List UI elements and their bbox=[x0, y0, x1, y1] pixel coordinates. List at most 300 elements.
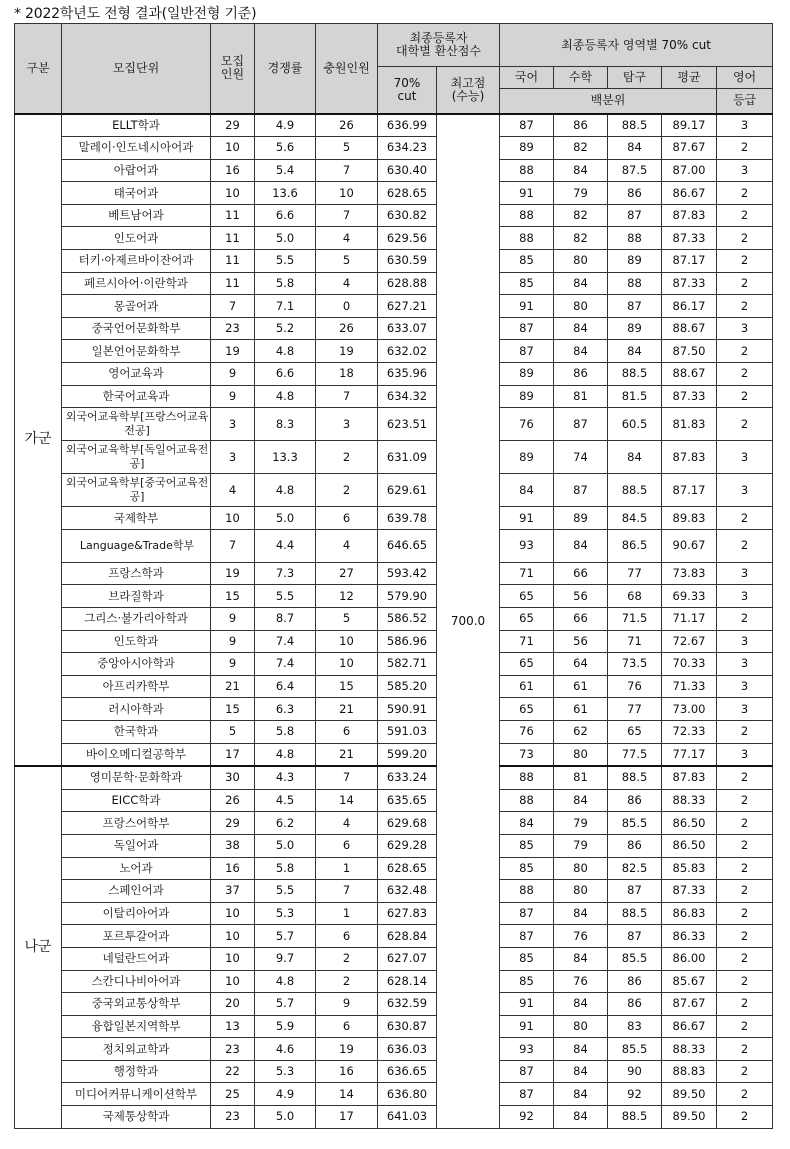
math-cell: 84 bbox=[554, 272, 608, 295]
unit-name: 인도어과 bbox=[62, 227, 211, 250]
korean-cell: 85 bbox=[500, 857, 554, 880]
quota-cell: 10 bbox=[211, 137, 255, 160]
cut-score-cell: 634.23 bbox=[378, 137, 437, 160]
competition-cell: 5.7 bbox=[255, 925, 316, 948]
english-grade-cell: 2 bbox=[717, 507, 773, 530]
quota-cell: 19 bbox=[211, 562, 255, 585]
unit-name: 정치외교학과 bbox=[62, 1038, 211, 1061]
additional-cell: 19 bbox=[316, 340, 378, 363]
table-row bbox=[15, 698, 773, 721]
table-body bbox=[15, 114, 773, 1129]
cut-score-cell: 599.20 bbox=[378, 743, 437, 766]
english-grade-cell: 2 bbox=[717, 1060, 773, 1083]
english-grade-cell: 2 bbox=[717, 1038, 773, 1061]
korean-cell: 91 bbox=[500, 993, 554, 1016]
english-grade-cell: 3 bbox=[717, 562, 773, 585]
table-row bbox=[15, 295, 773, 318]
inquiry-cell: 73.5 bbox=[608, 653, 662, 676]
competition-cell: 4.8 bbox=[255, 385, 316, 408]
korean-cell: 84 bbox=[500, 474, 554, 507]
inquiry-cell: 86 bbox=[608, 834, 662, 857]
competition-cell: 5.9 bbox=[255, 1015, 316, 1038]
cut-score-cell: 628.88 bbox=[378, 272, 437, 295]
english-grade-cell: 2 bbox=[717, 812, 773, 835]
unit-name: 융합일본지역학부 bbox=[62, 1015, 211, 1038]
korean-cell: 65 bbox=[500, 608, 554, 631]
average-cell: 85.67 bbox=[662, 970, 717, 993]
quota-cell: 16 bbox=[211, 159, 255, 182]
unit-name: 터키·아제르바이잔어과 bbox=[62, 250, 211, 273]
english-grade-cell: 2 bbox=[717, 250, 773, 273]
average-cell: 86.67 bbox=[662, 1015, 717, 1038]
table-row bbox=[15, 1038, 773, 1061]
inquiry-cell: 77 bbox=[608, 698, 662, 721]
additional-cell: 7 bbox=[316, 880, 378, 903]
english-grade-cell: 2 bbox=[717, 880, 773, 903]
cut-score-cell: 585.20 bbox=[378, 675, 437, 698]
additional-cell: 10 bbox=[316, 630, 378, 653]
additional-cell: 4 bbox=[316, 812, 378, 835]
additional-cell: 6 bbox=[316, 507, 378, 530]
math-cell: 64 bbox=[554, 653, 608, 676]
competition-cell: 4.8 bbox=[255, 743, 316, 766]
competition-cell: 7.4 bbox=[255, 653, 316, 676]
additional-cell: 1 bbox=[316, 857, 378, 880]
competition-cell: 7.1 bbox=[255, 295, 316, 318]
korean-cell: 92 bbox=[500, 1106, 554, 1129]
korean-cell: 93 bbox=[500, 1038, 554, 1061]
competition-cell: 4.8 bbox=[255, 474, 316, 507]
header-cut-70: 70% cut bbox=[378, 67, 437, 114]
korean-cell: 89 bbox=[500, 137, 554, 160]
quota-cell: 13 bbox=[211, 1015, 255, 1038]
english-grade-cell: 3 bbox=[717, 317, 773, 340]
quota-cell: 7 bbox=[211, 529, 255, 562]
cut-score-cell: 579.90 bbox=[378, 585, 437, 608]
table-row bbox=[15, 1106, 773, 1129]
table-row bbox=[15, 608, 773, 631]
average-cell: 72.33 bbox=[662, 720, 717, 743]
average-cell: 71.33 bbox=[662, 675, 717, 698]
quota-cell: 17 bbox=[211, 743, 255, 766]
cut-score-cell: 631.09 bbox=[378, 441, 437, 474]
table-row bbox=[15, 250, 773, 273]
additional-cell: 26 bbox=[316, 317, 378, 340]
cut-score-cell: 628.65 bbox=[378, 182, 437, 205]
quota-cell: 23 bbox=[211, 317, 255, 340]
table-row bbox=[15, 340, 773, 363]
additional-cell: 18 bbox=[316, 363, 378, 386]
english-grade-cell: 3 bbox=[717, 585, 773, 608]
cut-score-cell: 629.68 bbox=[378, 812, 437, 835]
average-cell: 86.00 bbox=[662, 947, 717, 970]
average-cell: 86.50 bbox=[662, 834, 717, 857]
additional-cell: 2 bbox=[316, 947, 378, 970]
competition-cell: 5.6 bbox=[255, 137, 316, 160]
cut-score-cell: 593.42 bbox=[378, 562, 437, 585]
math-cell: 84 bbox=[554, 789, 608, 812]
table-row bbox=[15, 1015, 773, 1038]
inquiry-cell: 92 bbox=[608, 1083, 662, 1106]
math-cell: 66 bbox=[554, 608, 608, 631]
inquiry-cell: 86.5 bbox=[608, 529, 662, 562]
unit-name: 이탈리아어과 bbox=[62, 902, 211, 925]
math-cell: 84 bbox=[554, 1038, 608, 1061]
cut-score-cell: 636.03 bbox=[378, 1038, 437, 1061]
unit-name: 프랑스어학부 bbox=[62, 812, 211, 835]
english-grade-cell: 2 bbox=[717, 947, 773, 970]
quota-cell: 22 bbox=[211, 1060, 255, 1083]
cut-score-cell: 632.48 bbox=[378, 880, 437, 903]
header-math: 수학 bbox=[554, 67, 608, 89]
additional-cell: 26 bbox=[316, 114, 378, 137]
unit-name: 중앙아시아학과 bbox=[62, 653, 211, 676]
inquiry-cell: 84.5 bbox=[608, 507, 662, 530]
cut-score-cell: 630.59 bbox=[378, 250, 437, 273]
competition-cell: 5.2 bbox=[255, 317, 316, 340]
math-cell: 84 bbox=[554, 947, 608, 970]
korean-cell: 71 bbox=[500, 630, 554, 653]
header-area-cut: 최종등록자 영역별 70% cut bbox=[500, 24, 773, 67]
header-inquiry: 탐구 bbox=[608, 67, 662, 89]
competition-cell: 6.2 bbox=[255, 812, 316, 835]
cut-score-cell: 633.07 bbox=[378, 317, 437, 340]
inquiry-cell: 86 bbox=[608, 993, 662, 1016]
english-grade-cell: 2 bbox=[717, 182, 773, 205]
competition-cell: 5.5 bbox=[255, 880, 316, 903]
korean-cell: 85 bbox=[500, 272, 554, 295]
unit-name: Language&Trade학부 bbox=[62, 529, 211, 562]
additional-cell: 12 bbox=[316, 585, 378, 608]
english-grade-cell: 3 bbox=[717, 630, 773, 653]
korean-cell: 85 bbox=[500, 834, 554, 857]
average-cell: 87.33 bbox=[662, 227, 717, 250]
quota-cell: 10 bbox=[211, 947, 255, 970]
cut-score-cell: 633.24 bbox=[378, 766, 437, 789]
math-cell: 84 bbox=[554, 1083, 608, 1106]
math-cell: 84 bbox=[554, 1060, 608, 1083]
table-row bbox=[15, 114, 773, 137]
unit-name: 그리스·불가리아학과 bbox=[62, 608, 211, 631]
header-percentile: 백분위 bbox=[500, 89, 717, 114]
korean-cell: 88 bbox=[500, 880, 554, 903]
competition-cell: 5.0 bbox=[255, 1106, 316, 1129]
unit-name: 스페인어과 bbox=[62, 880, 211, 903]
table-row bbox=[15, 902, 773, 925]
english-grade-cell: 2 bbox=[717, 608, 773, 631]
quota-cell: 15 bbox=[211, 698, 255, 721]
additional-cell: 6 bbox=[316, 1015, 378, 1038]
quota-cell: 9 bbox=[211, 653, 255, 676]
table-caption: * 2022학년도 전형 결과(일반전형 기준) bbox=[14, 6, 257, 22]
math-cell: 81 bbox=[554, 766, 608, 789]
table-row bbox=[15, 474, 773, 507]
korean-cell: 65 bbox=[500, 698, 554, 721]
group-label: 나군 bbox=[15, 766, 62, 1128]
cut-score-cell: 636.80 bbox=[378, 1083, 437, 1106]
average-cell: 86.83 bbox=[662, 902, 717, 925]
math-cell: 82 bbox=[554, 204, 608, 227]
korean-cell: 91 bbox=[500, 182, 554, 205]
inquiry-cell: 89 bbox=[608, 317, 662, 340]
inquiry-cell: 85.5 bbox=[608, 812, 662, 835]
competition-cell: 5.8 bbox=[255, 272, 316, 295]
english-grade-cell: 2 bbox=[717, 720, 773, 743]
additional-cell: 7 bbox=[316, 204, 378, 227]
additional-cell: 10 bbox=[316, 182, 378, 205]
competition-cell: 5.3 bbox=[255, 902, 316, 925]
unit-name: 인도학과 bbox=[62, 630, 211, 653]
quota-cell: 10 bbox=[211, 507, 255, 530]
english-grade-cell: 3 bbox=[717, 441, 773, 474]
table-row bbox=[15, 317, 773, 340]
quota-cell: 11 bbox=[211, 272, 255, 295]
korean-cell: 88 bbox=[500, 159, 554, 182]
korean-cell: 73 bbox=[500, 743, 554, 766]
competition-cell: 7.4 bbox=[255, 630, 316, 653]
cut-score-cell: 630.82 bbox=[378, 204, 437, 227]
average-cell: 87.83 bbox=[662, 441, 717, 474]
cut-score-cell: 630.40 bbox=[378, 159, 437, 182]
competition-cell: 13.6 bbox=[255, 182, 316, 205]
korean-cell: 87 bbox=[500, 1083, 554, 1106]
cut-score-cell: 586.52 bbox=[378, 608, 437, 631]
unit-name: 페르시아어·이란학과 bbox=[62, 272, 211, 295]
korean-cell: 91 bbox=[500, 507, 554, 530]
table-row bbox=[15, 720, 773, 743]
quota-cell: 9 bbox=[211, 608, 255, 631]
inquiry-cell: 68 bbox=[608, 585, 662, 608]
unit-name: 국제통상학과 bbox=[62, 1106, 211, 1129]
inquiry-cell: 85.5 bbox=[608, 947, 662, 970]
table-row bbox=[15, 653, 773, 676]
additional-cell: 4 bbox=[316, 227, 378, 250]
additional-cell: 27 bbox=[316, 562, 378, 585]
additional-cell: 5 bbox=[316, 137, 378, 160]
competition-cell: 5.8 bbox=[255, 857, 316, 880]
average-cell: 88.67 bbox=[662, 317, 717, 340]
cut-score-cell: 582.71 bbox=[378, 653, 437, 676]
quota-cell: 37 bbox=[211, 880, 255, 903]
inquiry-cell: 88 bbox=[608, 272, 662, 295]
quota-cell: 11 bbox=[211, 204, 255, 227]
quota-cell: 38 bbox=[211, 834, 255, 857]
english-grade-cell: 2 bbox=[717, 1015, 773, 1038]
korean-cell: 87 bbox=[500, 340, 554, 363]
additional-cell: 16 bbox=[316, 1060, 378, 1083]
average-cell: 72.67 bbox=[662, 630, 717, 653]
english-grade-cell: 2 bbox=[717, 529, 773, 562]
cut-score-cell: 636.99 bbox=[378, 114, 437, 137]
korean-cell: 88 bbox=[500, 227, 554, 250]
korean-cell: 84 bbox=[500, 812, 554, 835]
korean-cell: 71 bbox=[500, 562, 554, 585]
unit-name: 한국어교육과 bbox=[62, 385, 211, 408]
english-grade-cell: 3 bbox=[717, 114, 773, 137]
unit-name: 태국어과 bbox=[62, 182, 211, 205]
max-score-cell: 700.0 bbox=[437, 114, 500, 1129]
cut-score-cell: 632.02 bbox=[378, 340, 437, 363]
average-cell: 88.33 bbox=[662, 789, 717, 812]
unit-name: 바이오메디컬공학부 bbox=[62, 743, 211, 766]
english-grade-cell: 2 bbox=[717, 902, 773, 925]
quota-cell: 20 bbox=[211, 993, 255, 1016]
additional-cell: 6 bbox=[316, 720, 378, 743]
table-row bbox=[15, 857, 773, 880]
math-cell: 66 bbox=[554, 562, 608, 585]
average-cell: 70.33 bbox=[662, 653, 717, 676]
math-cell: 87 bbox=[554, 474, 608, 507]
table-row bbox=[15, 1083, 773, 1106]
table-row bbox=[15, 408, 773, 441]
cut-score-cell: 627.83 bbox=[378, 902, 437, 925]
additional-cell: 2 bbox=[316, 970, 378, 993]
inquiry-cell: 87 bbox=[608, 295, 662, 318]
average-cell: 90.67 bbox=[662, 529, 717, 562]
competition-cell: 4.6 bbox=[255, 1038, 316, 1061]
english-grade-cell: 2 bbox=[717, 1083, 773, 1106]
unit-name: 중국외교통상학부 bbox=[62, 993, 211, 1016]
inquiry-cell: 71.5 bbox=[608, 608, 662, 631]
table-row bbox=[15, 272, 773, 295]
quota-cell: 11 bbox=[211, 250, 255, 273]
english-grade-cell: 2 bbox=[717, 993, 773, 1016]
average-cell: 87.67 bbox=[662, 137, 717, 160]
unit-name: 포르투갈어과 bbox=[62, 925, 211, 948]
table-header bbox=[15, 24, 773, 114]
korean-cell: 89 bbox=[500, 363, 554, 386]
unit-name: 네덜란드어과 bbox=[62, 947, 211, 970]
header-competition: 경쟁률 bbox=[255, 24, 316, 114]
inquiry-cell: 87 bbox=[608, 925, 662, 948]
math-cell: 84 bbox=[554, 529, 608, 562]
inquiry-cell: 81.5 bbox=[608, 385, 662, 408]
math-cell: 61 bbox=[554, 675, 608, 698]
table-row bbox=[15, 880, 773, 903]
competition-cell: 8.3 bbox=[255, 408, 316, 441]
additional-cell: 5 bbox=[316, 608, 378, 631]
math-cell: 84 bbox=[554, 159, 608, 182]
header-average: 평균 bbox=[662, 67, 717, 89]
average-cell: 73.83 bbox=[662, 562, 717, 585]
korean-cell: 89 bbox=[500, 385, 554, 408]
inquiry-cell: 71 bbox=[608, 630, 662, 653]
english-grade-cell: 2 bbox=[717, 363, 773, 386]
additional-cell: 14 bbox=[316, 1083, 378, 1106]
korean-cell: 65 bbox=[500, 585, 554, 608]
inquiry-cell: 83 bbox=[608, 1015, 662, 1038]
math-cell: 80 bbox=[554, 295, 608, 318]
english-grade-cell: 2 bbox=[717, 385, 773, 408]
inquiry-cell: 88 bbox=[608, 227, 662, 250]
english-grade-cell: 2 bbox=[717, 295, 773, 318]
cut-score-cell: 628.65 bbox=[378, 857, 437, 880]
inquiry-cell: 88.5 bbox=[608, 766, 662, 789]
average-cell: 87.83 bbox=[662, 204, 717, 227]
korean-cell: 88 bbox=[500, 766, 554, 789]
average-cell: 71.17 bbox=[662, 608, 717, 631]
header-english: 영어 bbox=[717, 67, 773, 89]
average-cell: 88.83 bbox=[662, 1060, 717, 1083]
average-cell: 87.00 bbox=[662, 159, 717, 182]
english-grade-cell: 2 bbox=[717, 340, 773, 363]
math-cell: 74 bbox=[554, 441, 608, 474]
additional-cell: 9 bbox=[316, 993, 378, 1016]
competition-cell: 4.8 bbox=[255, 970, 316, 993]
cut-score-cell: 629.61 bbox=[378, 474, 437, 507]
competition-cell: 5.0 bbox=[255, 507, 316, 530]
cut-score-cell: 636.65 bbox=[378, 1060, 437, 1083]
math-cell: 82 bbox=[554, 137, 608, 160]
quota-cell: 10 bbox=[211, 925, 255, 948]
inquiry-cell: 77.5 bbox=[608, 743, 662, 766]
competition-cell: 6.3 bbox=[255, 698, 316, 721]
average-cell: 89.83 bbox=[662, 507, 717, 530]
english-grade-cell: 3 bbox=[717, 698, 773, 721]
unit-name: 외국어교육학부[독일어교육전공] bbox=[62, 441, 211, 474]
average-cell: 69.33 bbox=[662, 585, 717, 608]
quota-cell: 9 bbox=[211, 385, 255, 408]
table-row bbox=[15, 925, 773, 948]
quota-cell: 29 bbox=[211, 114, 255, 137]
cut-score-cell: 627.21 bbox=[378, 295, 437, 318]
english-grade-cell: 2 bbox=[717, 408, 773, 441]
math-cell: 80 bbox=[554, 743, 608, 766]
unit-name: 러시아학과 bbox=[62, 698, 211, 721]
english-grade-cell: 3 bbox=[717, 474, 773, 507]
average-cell: 89.50 bbox=[662, 1083, 717, 1106]
inquiry-cell: 87 bbox=[608, 880, 662, 903]
additional-cell: 6 bbox=[316, 925, 378, 948]
english-grade-cell: 2 bbox=[717, 789, 773, 812]
math-cell: 80 bbox=[554, 880, 608, 903]
table-row bbox=[15, 227, 773, 250]
quota-cell: 4 bbox=[211, 474, 255, 507]
quota-cell: 23 bbox=[211, 1106, 255, 1129]
math-cell: 61 bbox=[554, 698, 608, 721]
quota-cell: 21 bbox=[211, 675, 255, 698]
inquiry-cell: 86 bbox=[608, 970, 662, 993]
competition-cell: 5.4 bbox=[255, 159, 316, 182]
competition-cell: 6.6 bbox=[255, 363, 316, 386]
cut-score-cell: 630.87 bbox=[378, 1015, 437, 1038]
unit-name: 한국학과 bbox=[62, 720, 211, 743]
quota-cell: 25 bbox=[211, 1083, 255, 1106]
additional-cell: 5 bbox=[316, 250, 378, 273]
math-cell: 79 bbox=[554, 812, 608, 835]
inquiry-cell: 60.5 bbox=[608, 408, 662, 441]
korean-cell: 91 bbox=[500, 1015, 554, 1038]
math-cell: 80 bbox=[554, 857, 608, 880]
english-grade-cell: 2 bbox=[717, 272, 773, 295]
competition-cell: 5.5 bbox=[255, 585, 316, 608]
quota-cell: 10 bbox=[211, 182, 255, 205]
average-cell: 87.83 bbox=[662, 766, 717, 789]
unit-name: 독일어과 bbox=[62, 834, 211, 857]
korean-cell: 87 bbox=[500, 114, 554, 137]
competition-cell: 5.7 bbox=[255, 993, 316, 1016]
table-row bbox=[15, 812, 773, 835]
quota-cell: 30 bbox=[211, 766, 255, 789]
competition-cell: 5.8 bbox=[255, 720, 316, 743]
math-cell: 56 bbox=[554, 630, 608, 653]
inquiry-cell: 76 bbox=[608, 675, 662, 698]
inquiry-cell: 90 bbox=[608, 1060, 662, 1083]
average-cell: 86.17 bbox=[662, 295, 717, 318]
unit-name: 노어과 bbox=[62, 857, 211, 880]
table-row bbox=[15, 562, 773, 585]
cut-score-cell: 629.28 bbox=[378, 834, 437, 857]
